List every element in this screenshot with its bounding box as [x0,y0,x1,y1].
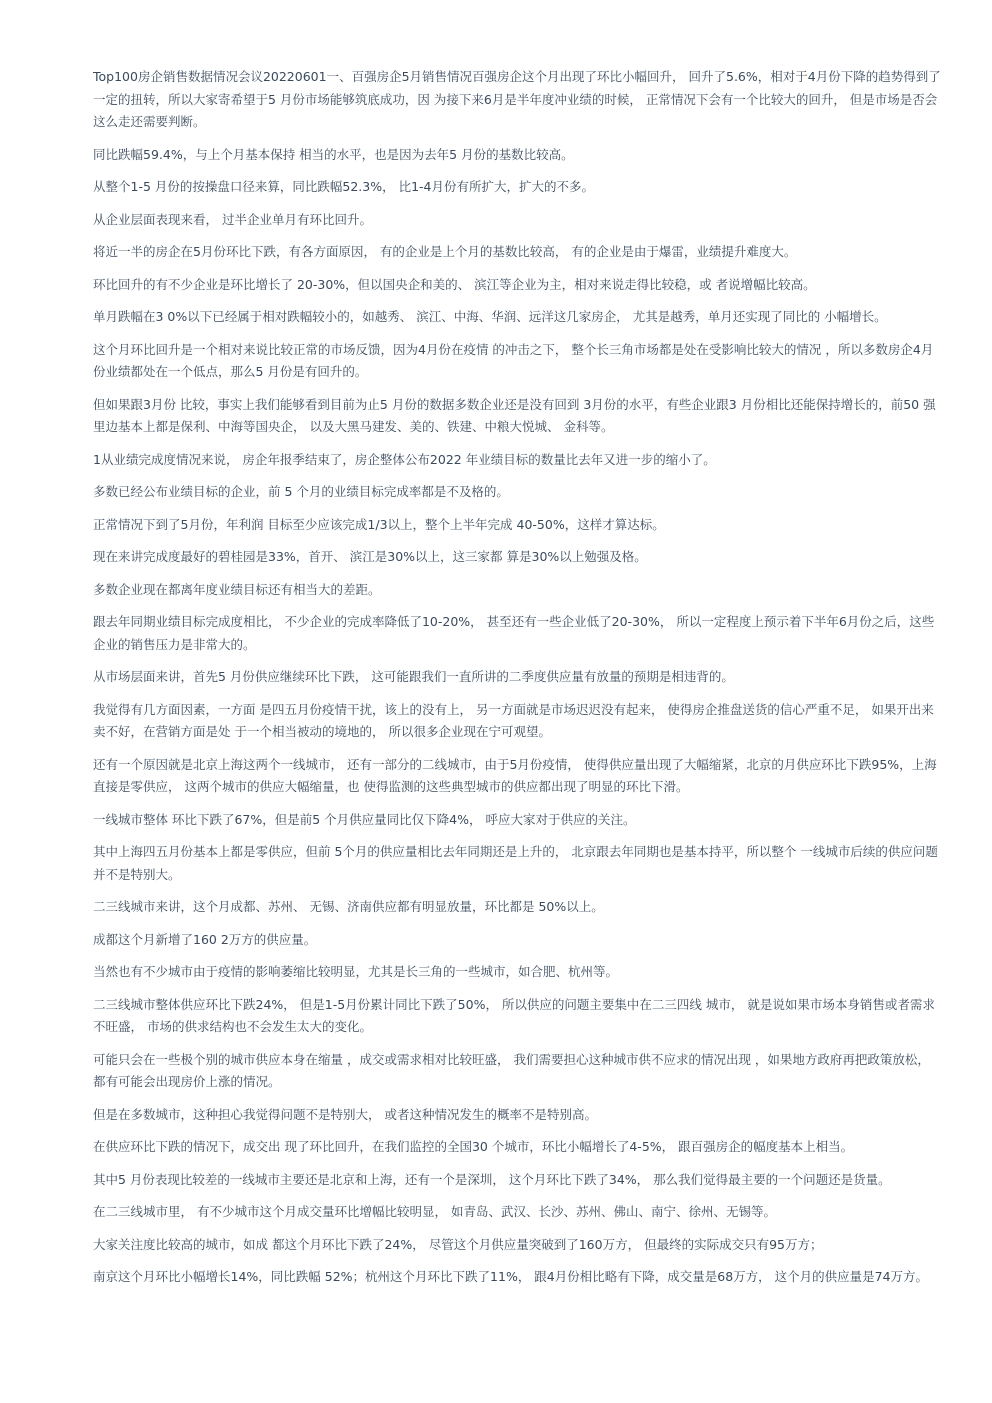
document-body [93,66,945,1299]
paragraph-20: 其中上海四五月份基本上都是零供应，但前 5个月的供应量相比去年同期还是上升的， 北京跟去年同期也是基本持平，所以整个 一线城市后续的供应问题并不是特别大。 [93,844,938,882]
paragraph-4: 从企业层面表现来看， 过半企业单月有环比回升。 [93,211,372,227]
paragraph-5: 将近一半的房企在5月份环比下跌，有各方面原因， 有的企业是上个月的基数比较高， 有的企业是由于爆雷，业绩提升难度大。 [93,244,797,259]
paragraph-16: 从市场层面来讲，首先5 月份供应继续环比下跌， 这可能跟我们一直所讲的二季度供应量有放量的预期是相违背的。 [93,669,734,684]
paragraph-15: 跟去年同期业绩目标完成度相比， 不少企业的完成率降低了10-20%， 甚至还有一些企业低了20-30%， 所以一定程度上预示着下半年6月份之后，这些企业的销售压力是非常大的。 [93,614,935,652]
paragraph-8: 这个月环比回升是一个相对来说比较正常的市场反馈，因为4月份在疫情 的冲击之下， 整个长三角市场都是处在受影响比较大的情况 ，所以多数房企4月份业绩都处在一个低点，那么5 月份是有回升的。 [93,341,934,379]
paragraph-24: 二三线城市整体供应环比下跌24%， 但是1-5月份累计同比下跌了50%， 所以供应的问题主要集中在二三四线 城市， 就是说如果市场本身销售或者需求不旺盛， 市场的供求结构也不会发生太大的变化。 [93,996,935,1034]
paragraph-18: 还有一个原因就是北京上海这两个一线城市， 还有一部分的二线城市，由于5月份疫情， 使得供应量出现了大幅缩紧，北京的月供应环比下跌95%，上海直接是零供应， 这两个城市的供应大幅缩量，也 使得监测的这些典型城市的供应都出现了明显的环比下滑。 [93,756,937,794]
paragraph-22: 成都这个月新增了160 2万方的供应量。 [93,931,317,947]
paragraph-6: 环比回升的有不少企业是环比增长了 20-30%，但以国央企和美的、 滨江等企业为主，相对来说走得比较稳，或 者说增幅比较高。 [93,276,816,292]
paragraph-31: 南京这个月环比小幅增长14%，同比跌幅 52%；杭州这个月环比下跌了11%， 跟4月份相比略有下降，成交量是68万方， 这个月的供应量是74万方。 [93,1269,929,1284]
paragraph-12: 正常情况下到了5月份，年利润 目标至少应该完成1/3以上，整个上半年完成 40-50%，这样才算达标。 [93,516,665,532]
paragraph-21: 二三线城市来讲，这个月成都、苏州、 无锡、济南供应都有明显放量，环比都是 50%以上。 [93,899,604,914]
paragraph-3: 从整个1-5 月份的按操盘口径来算，同比跌幅52.3%， 比1-4月份有所扩大，扩大的不多。 [93,179,594,194]
paragraph-27: 在供应环比下跌的情况下，成交出 现了环比回升，在我们监控的全国30 个城市，环比小幅增长了4-5%， 跟百强房企的幅度基本上相当。 [93,1139,854,1154]
paragraph-29: 在二三线城市里， 有不少城市这个月成交量环比增幅比较明显， 如青岛、武汉、长沙、苏州、佛山、南宁、徐州、无锡等。 [93,1204,776,1219]
paragraph-19: 一线城市整体 环比下跌了67%，但是前5 个月供应量同比仅下降4%， 呼应大家对于供应的关注。 [93,811,636,827]
paragraph-13: 现在来讲完成度最好的碧桂园是33%，首开、 滨江是30%以上，这三家都 算是30%以上勉强及格。 [93,549,647,564]
paragraph-23: 当然也有不少城市由于疫情的影响萎缩比较明显，尤其是长三角的一些城市，如合肥、杭州等。 [93,964,619,979]
paragraph-2: 同比跌幅59.4%，与上个月基本保持 相当的水平，也是因为去年5 月份的基数比较高。 [93,146,574,162]
paragraph-7: 单月跌幅在3 0%以下已经属于相对跌幅较小的，如越秀、 滨江、中海、华润、远洋这几家房企， 尤其是越秀，单月还实现了同比的 小幅增长。 [93,309,887,324]
paragraph-28: 其中5 月份表现比较差的一线城市主要还是北京和上海，还有一个是深圳， 这个月环比下跌了34%， 那么我们觉得最主要的一个问题还是货量。 [93,1171,891,1187]
paragraph-11: 多数已经公布业绩目标的企业，前 5 个月的业绩目标完成率都是不及格的。 [93,484,509,499]
paragraph-26: 但是在多数城市，这种担心我觉得问题不是特别大， 或者这种情况发生的概率不是特别高。 [93,1106,597,1122]
paragraph-17: 我觉得有几方面因素，一方面 是四五月份疫情干扰，该上的没有上， 另一方面就是市场迟迟没有起来， 使得房企推盘送货的信心严重不足， 如果开出来卖不好，在营销方面是处 于一个相当被动的境地的， 所以很多企业现在宁可观望。 [93,701,934,739]
paragraph-25: 可能只会在一些极个别的城市供应本身在缩量 ，成交或需求相对比较旺盛， 我们需要担心这种城市供不应求的情况出现 ，如果地方政府再把政策放松， 都有可能会出现房价上涨的情况。 [93,1051,930,1089]
paragraph-10: 1从业绩完成度情况来说， 房企年报季结束了，房企整体公布2022 年业绩目标的数量比去年又进一步的缩小了。 [93,451,716,467]
paragraph-14: 多数企业现在都离年度业绩目标还有相当大的差距。 [93,581,381,597]
paragraph-9: 但如果跟3月份 比较，事实上我们能够看到目前为止5 月份的数据多数企业还是没有回到 3月份的水平，有些企业跟3 月份相比还能保持增长的，前50 强里边基本上都是保利、中海等国央企， 以及大黑马建发、美的、铁建、中粮大悦城、 金科等。 [93,396,936,434]
paragraph-1: Top100房企销售数据情况会议20220601一、百强房企5月销售情况百强房企这个月出现了环比小幅回升， 回升了5.6%，相对于4月份下降的趋势得到了一定的扭转，所以大家寄希望于5 月份市场能够筑底成功，因 为接下来6月是半年度冲业绩的时候， 正常情况下会有一个比较大的回升， 但是市场是否会这么走还需要判断。 [93,69,941,129]
paragraph-30: 大家关注度比较高的城市，如成 都这个月环比下跌了24%， 尽管这个月供应量突破到了160万方， 但最终的实际成交只有95万方； [93,1236,823,1252]
